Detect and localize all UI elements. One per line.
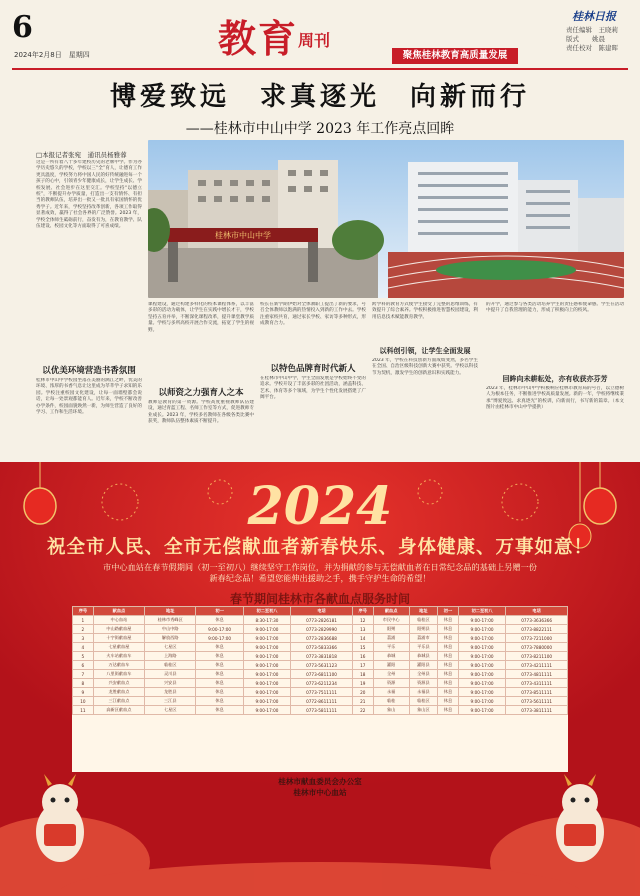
table-cell: 0773-2826181 — [291, 616, 353, 625]
table-row — [73, 670, 568, 679]
table-cell: 0773-8511111 — [506, 688, 568, 697]
table-row — [73, 688, 568, 697]
table-cell: 0773-3636366 — [506, 616, 568, 625]
table-cell: 9:00-17:00 — [243, 679, 290, 688]
article-column-5: 的开学，通过参与各类活动培养学生的责任感和使命感。学生在活动中提升了自我管理的能力，形成了积极向上的校风。 — [486, 302, 624, 314]
table-cell: 休息 — [438, 643, 459, 652]
table-cell: 全州 — [373, 670, 409, 679]
section-heading-innovation: 以科创引领，让学生全面发展 — [379, 346, 471, 355]
donation-schedule-table — [72, 606, 568, 772]
table-cell: 3 — [73, 634, 94, 643]
banner-subtitle-line-1: 市中心血站在春节假期间（初一至初八）继续坚守工作岗位，并为捐献的参与无偿献血者在日常纪念品的基础上另赠一份 — [103, 562, 537, 572]
section-masthead: 教育 — [218, 16, 299, 61]
table-cell: 0773-4811111 — [506, 670, 568, 679]
table-cell: 休息 — [438, 679, 459, 688]
table-cell: 休息 — [438, 634, 459, 643]
table-cell: 永福 — [373, 688, 409, 697]
table-header-cell: 初一 — [196, 607, 243, 616]
table-header-cell: 地址 — [145, 607, 196, 616]
table-cell: 象山 — [373, 706, 409, 715]
table-cell: 15 — [352, 643, 373, 652]
table-cell: 资源 — [373, 679, 409, 688]
table-cell: 8:30-17:30 — [243, 616, 290, 625]
table-row — [73, 706, 568, 715]
editor-line: 责任编辑 王晓莉 — [566, 26, 618, 34]
table-header-cell: 初一 — [438, 607, 459, 616]
table-cell: 21 — [352, 697, 373, 706]
newspaper-logo: 桂林日报 — [572, 10, 616, 23]
table-cell: 0773-7511111 — [291, 688, 353, 697]
table-cell: 休息 — [438, 625, 459, 634]
table-cell: 19 — [352, 679, 373, 688]
table-cell: 龙胜县 — [145, 688, 196, 697]
table-cell: 18 — [352, 670, 373, 679]
table-cell: 9:00-17:00 — [196, 625, 243, 634]
table-header-row — [73, 607, 568, 616]
article-byline: □本报记者张宛 通讯员杨雅蓉 — [36, 151, 127, 159]
table-cell: 灌阳 — [373, 661, 409, 670]
issuer-line-2: 桂林市中心血站 — [293, 788, 347, 797]
table-cell: 阳朔 — [373, 625, 409, 634]
table-cell: 解放西路 — [145, 634, 196, 643]
table-header-cell: 地址 — [409, 607, 437, 616]
table-cell: 9:00-17:00 — [243, 634, 290, 643]
editor-line: 版式 姚晨 — [566, 35, 605, 43]
article-column-2: 课程建设，通过构建多样化的校本课程体系，以丰富多彩的活动为载体，让学生在实践中增长才干，学校坚持五育并举，不断深化课程改革，提升课堂教学质量。学校与多所高校开展合作交流，拓宽了学生的视野。 — [148, 302, 254, 333]
banner-title: 祝全市人民、全市无偿献血者新春快乐、身体健康、万事如意！ — [46, 537, 593, 558]
year-2024-lettering: 2024 — [247, 476, 393, 537]
table-header-cell: 初二至初八 — [243, 607, 290, 616]
table-cell: 9:00-17:00 — [458, 697, 505, 706]
article-column-4: 跨学科的教育方式使学生接受了完整的思维训练，有效提升了综合素养。学校积极推进智慧校园建设，利用信息技术赋能教育教学。 — [372, 302, 478, 320]
table-cell: 荔浦市 — [409, 634, 437, 643]
table-cell: 9:00-17:00 — [243, 670, 290, 679]
table-row — [73, 634, 568, 643]
schedule-title: 春节期间桂林市各献血点服务时间 — [229, 592, 410, 606]
table-cell: 2 — [73, 625, 94, 634]
table-header-cell: 初二至初八 — [458, 607, 505, 616]
page-number: 6 — [12, 10, 33, 45]
table-cell: 休息 — [196, 652, 243, 661]
table-cell: 八里街献血车 — [93, 670, 144, 679]
table-header-cell: 电话 — [506, 607, 568, 616]
table-cell: 七星区 — [145, 643, 196, 652]
table-cell: 象山区 — [409, 706, 437, 715]
editor-credits — [566, 26, 618, 53]
table-cell: 0773-2836688 — [291, 634, 353, 643]
table-cell: 0772-8611111 — [291, 697, 353, 706]
table-cell: 9:00-17:00 — [196, 634, 243, 643]
table-cell: 0773-4311111 — [506, 679, 568, 688]
table-cell: 临桂区 — [409, 697, 437, 706]
table-cell: 9:00-17:00 — [458, 616, 505, 625]
table-cell: 全州县 — [409, 670, 437, 679]
masthead-suffix: 周刊 — [298, 31, 331, 50]
table-cell: 阳朔县 — [409, 625, 437, 634]
table-cell: 22 — [352, 706, 373, 715]
table-cell: 七星区 — [145, 706, 196, 715]
table-cell: 休息 — [196, 706, 243, 715]
table-cell: 临桂区 — [145, 661, 196, 670]
table-cell: 5 — [73, 652, 94, 661]
table-cell: 6 — [73, 661, 94, 670]
table-cell: 灵川县 — [145, 670, 196, 679]
table-cell: 万达献血车 — [93, 661, 144, 670]
table-cell: 恭城县 — [409, 652, 437, 661]
table-cell: 9:00-17:00 — [458, 706, 505, 715]
table-row — [73, 652, 568, 661]
table-cell: 休息 — [438, 697, 459, 706]
table-cell: 9:00-17:00 — [243, 652, 290, 661]
table-row — [73, 661, 568, 670]
table-cell: 恭城 — [373, 652, 409, 661]
table-cell: 火车站献血车 — [93, 652, 144, 661]
table-cell: 龙胜献血点 — [93, 688, 144, 697]
banner-subtitle-line-2: 新春纪念品！希望您能伸出援助之手，携手守护生命的希望！ — [209, 573, 431, 583]
table-cell: 9:00-17:00 — [458, 652, 505, 661]
table-cell: 灌阳县 — [409, 661, 437, 670]
issuer-line-1: 桂林市献血委员会办公室 — [278, 777, 362, 786]
table-cell: 高新区献血点 — [93, 706, 144, 715]
table-cell: 0773-2829990 — [291, 625, 353, 634]
table-cell: 三江县 — [145, 697, 196, 706]
table-cell: 临桂区 — [409, 616, 437, 625]
table-header-cell: 序号 — [73, 607, 94, 616]
table-cell: 休息 — [438, 661, 459, 670]
table-cell: 0773-6811100 — [291, 670, 353, 679]
table-cell: 永福县 — [409, 688, 437, 697]
table-cell: 9:00-17:00 — [458, 688, 505, 697]
table-cell: 桂林市秀峰区 — [145, 616, 196, 625]
table-cell: 荔浦 — [373, 634, 409, 643]
article-column-4b: 2023 年，学校在科技创新方面成绩斐然，多名学生在全国、自治区级科技创新大赛中获奖。学校以科技节为契机，激发学生的创新意识和实践能力。 — [372, 358, 478, 376]
table-cell: 资源县 — [409, 679, 437, 688]
section-slogan: 聚焦桂林教育高质量发展 — [392, 48, 518, 64]
table-cell: 七星献血屋 — [93, 643, 144, 652]
table-cell: 休息 — [196, 697, 243, 706]
table-cell: 0773-7211000 — [506, 634, 568, 643]
table-cell: 平乐 — [373, 643, 409, 652]
issue-date: 2024年2月8日 星期四 — [14, 51, 90, 59]
section-heading-review: 回眸向未耕耘处，亦有收获亦芬芳 — [502, 374, 608, 383]
table-cell: 9:00-17:00 — [458, 643, 505, 652]
editor-line: 责任校对 陈建晖 — [566, 44, 618, 52]
table-cell: 14 — [352, 634, 373, 643]
table-cell: 0773-8822111 — [506, 625, 568, 634]
table-header-cell: 序号 — [352, 607, 373, 616]
table-cell: 9 — [73, 688, 94, 697]
table-cell: 兴安县 — [145, 679, 196, 688]
table-cell: 9:00-17:00 — [243, 643, 290, 652]
table-cell: 上海路 — [145, 652, 196, 661]
school-campus-photo — [148, 140, 624, 298]
table-cell: 休息 — [196, 670, 243, 679]
table-cell: 16 — [352, 652, 373, 661]
table-cell: 20 — [352, 688, 373, 697]
article-column-3: 校长在新学期伊始对全体教职工提出了新的要求，号召全体教师以饱满的热情投入到新的工作中去。学校注重家校共育，通过家长学校、家访等多种形式，形成教育合力。 — [260, 302, 366, 327]
table-cell: 休息 — [196, 688, 243, 697]
article-column-1: 这是一所有着八十多年建校历史的老牌中学。作为办学历史悠久的学校，学校以三“全”育人，让德育工作更具温度，学校努力将中国人民的好传统融进每一个孩子的心中，引领青少年健康成长，让学生成长、学校发展、社会进步在这里交汇。学校坚持“以德立校”，不断提升办学质量，打造出一支有情怀、有担当的教师队伍，培养出一批又一批具有家国情怀的优秀学子。近年来，学校坚持改革创新，各项工作取得显著成效，赢得了社会各界的广泛赞誉。2023 年，学校全体师生砥砺前行，奋发有为，在教育教学、队伍建设、校园文化等方面取得了可喜成绩。 — [36, 160, 142, 230]
table-cell: 17 — [352, 661, 373, 670]
table-row — [73, 643, 568, 652]
table-cell: 中山路献血屋 — [93, 625, 144, 634]
table-cell: 12 — [352, 616, 373, 625]
table-cell: 0773-6211234 — [291, 679, 353, 688]
table-cell: 7 — [73, 670, 94, 679]
table-cell: 9:00-17:00 — [243, 706, 290, 715]
table-cell: 三江献血点 — [93, 697, 144, 706]
table-cell: 0773-5833366 — [291, 643, 353, 652]
table-cell: 0773-7880000 — [506, 643, 568, 652]
table-header-cell: 献血点 — [373, 607, 409, 616]
article-column-2b: 教师是教育的第一资源。学校高度重视教师队伍建设，通过青蓝工程、名师工作室等方式，促进教师专业成长。2023 年，学校多名教师在各级各类比赛中获奖，教师队伍整体素质不断提升。 — [148, 400, 254, 425]
table-cell: 9:00-17:00 — [243, 688, 290, 697]
table-cell: 中心血站 — [93, 616, 144, 625]
section-heading-teachers: 以师资之力强育人之本 — [158, 388, 244, 398]
table-cell: 10 — [73, 697, 94, 706]
table-cell: 0773-5811111 — [291, 706, 353, 715]
table-cell: 平乐县 — [409, 643, 437, 652]
article-headline: 博爱致远 求真逐光 向新而行 — [109, 82, 530, 112]
section-heading-brand: 以特色品牌育时代新人 — [270, 364, 356, 374]
table-cell: 0773-3811111 — [506, 706, 568, 715]
table-cell: 休息 — [438, 688, 459, 697]
banner-subtitle — [0, 562, 640, 584]
table-cell: 4 — [73, 643, 94, 652]
table-cell: 9:00-17:00 — [243, 661, 290, 670]
table-row — [73, 625, 568, 634]
table-cell: 临桂 — [373, 697, 409, 706]
table-cell: 9:00-17:00 — [243, 697, 290, 706]
table-cell: 休息 — [438, 616, 459, 625]
schedule-table — [72, 606, 568, 715]
section-heading-environment: 以优美环境营造书香氛围 — [42, 366, 136, 376]
table-cell: 中山中路 — [145, 625, 196, 634]
table-cell: 0773-8211100 — [506, 652, 568, 661]
table-cell: 休息 — [196, 679, 243, 688]
table-cell: 0773-4211111 — [506, 661, 568, 670]
table-row — [73, 697, 568, 706]
table-cell: 9:00-17:00 — [458, 679, 505, 688]
table-row — [73, 616, 568, 625]
table-cell: 休息 — [438, 670, 459, 679]
table-cell: 8 — [73, 679, 94, 688]
article-subhead: ——桂林市中山中学 2023 年工作亮点回眸 — [185, 121, 455, 137]
table-cell: 9:00-17:00 — [458, 661, 505, 670]
table-row — [73, 679, 568, 688]
table-cell: 0773-5611111 — [506, 697, 568, 706]
banner-issuer — [0, 776, 640, 798]
table-cell: 9:00-17:00 — [458, 634, 505, 643]
article-column-1b: 桂林市中山中学校园坐落在美丽的漓江之畔，优美的环境、浓厚的书香气息让这里成为莘莘学子求知的乐园。学校注重校园文化建设，让每一面墙壁都会说话，让每一处景观都能育人。近年来，学校不断改善办学条件，校园面貌焕然一新，为师生营造了良好的学习、工作和生活环境。 — [36, 378, 142, 416]
table-cell: 0773-5631123 — [291, 661, 353, 670]
table-header-cell: 献血点 — [93, 607, 144, 616]
table-cell: 休息 — [196, 643, 243, 652]
table-cell: 9:00-17:00 — [458, 670, 505, 679]
table-cell: 13 — [352, 625, 373, 634]
table-cell: 休息 — [196, 661, 243, 670]
table-cell: 休息 — [196, 616, 243, 625]
table-cell: 9:00-17:00 — [458, 625, 505, 634]
table-cell: 休息 — [438, 706, 459, 715]
article-column-5b: 2023 年，桂林市中山中学积极响应桂林市教育局的号召，以立德树人为根本任务，不断推进学校高质量发展。新的一年，学校将继续秉承“博爱致远、求真逐光”的校训，向新而行，书写新的篇章。（本文图片由桂林市中山中学提供） — [486, 386, 624, 411]
header-divider — [12, 68, 628, 70]
gate-sign-text: 桂林市中山中学 — [215, 231, 271, 240]
table-header-cell: 电话 — [291, 607, 353, 616]
table-cell: 11 — [73, 706, 94, 715]
table-cell: 休息 — [438, 652, 459, 661]
table-cell: 十字街献血屋 — [93, 634, 144, 643]
table-cell: 1 — [73, 616, 94, 625]
table-cell: 市民中心 — [373, 616, 409, 625]
table-cell: 兴安献血点 — [93, 679, 144, 688]
table-cell: 0773-3831818 — [291, 652, 353, 661]
table-cell: 9:00-17:00 — [243, 625, 290, 634]
article-column-3b: 在桂林市中山中学，学生全面发展是学校始终不变的追求。学校开设了丰富多彩的社团活动，涵盖科技、艺术、体育等多个领域，为学生个性化发展搭建了广阔平台。 — [260, 376, 366, 401]
page-header — [0, 0, 640, 68]
